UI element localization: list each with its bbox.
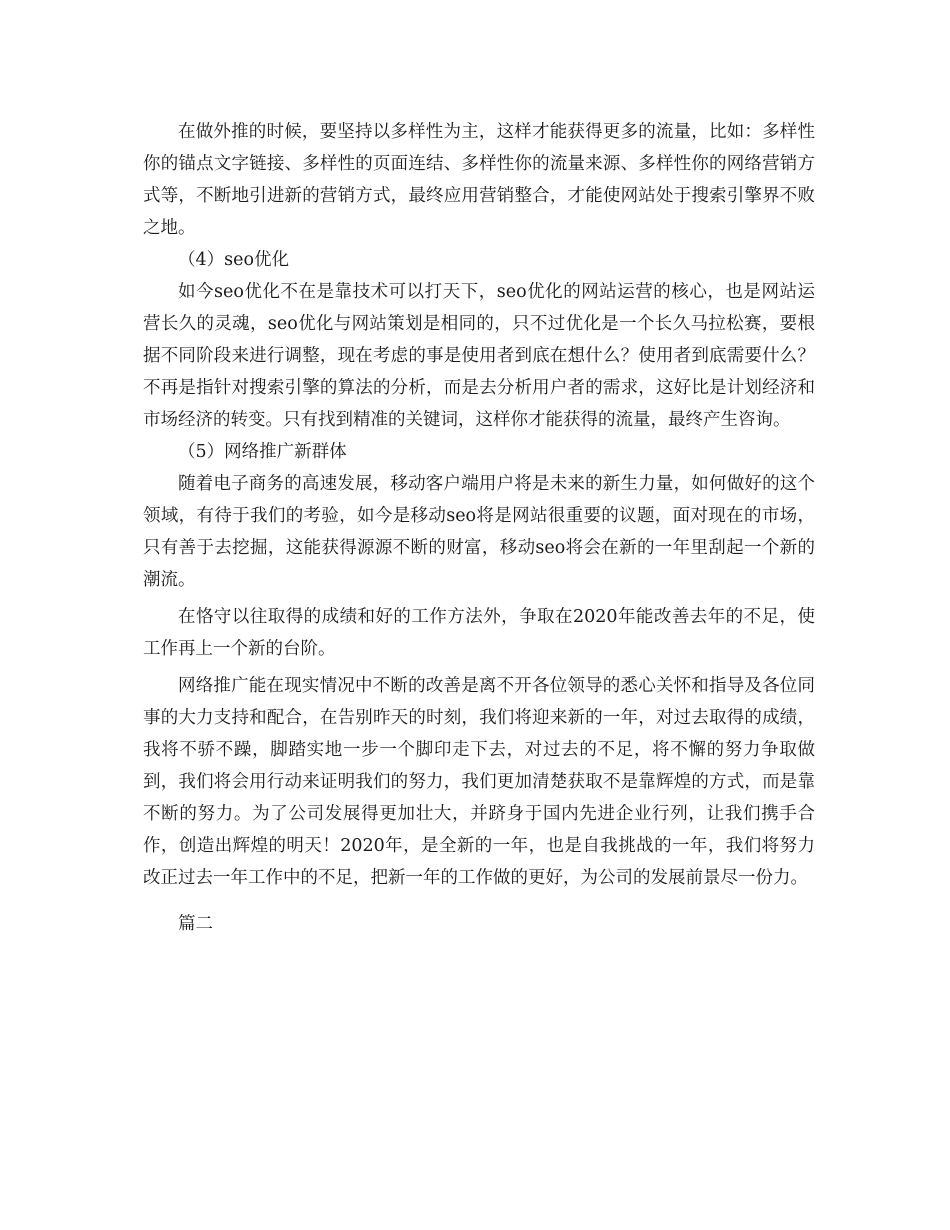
section-spacer	[143, 894, 815, 908]
paragraph-seo-optimization: 如今seo优化不在是靠技术可以打天下，seo优化的网站运营的核心，也是网站运营长久的灵魂，seo优化与网站策划是相同的，只不过优化是一个长久马拉松赛，要根据不同阶段来进行调整，现在考虑的事是使用者到底在想什么？使用者到底需要什么？不再是指针对搜索引擎的算法的分析，而是去分析用户者的需求，这好比是计划经济和市场经济的转变。只有找到精准的关键词，这样你才能获得的流量，最终产生咨询。	[143, 282, 815, 430]
heading-seo-optimization: （4）seo优化	[178, 250, 290, 270]
section-title-part-two: 篇二	[178, 914, 213, 934]
paragraph-outreach-diversity: 在做外推的时候，要坚持以多样性为主，这样才能获得更多的流量，比如：多样性你的锚点文字链接、多样性的页面连结、多样性你的流量来源、多样性你的网络营销方式等，不断地引进新的营销方式，最终应用营销整合，才能使网站处于搜索引擎界不败之地。	[143, 122, 815, 238]
paragraph-improve-2020: 在恪守以往取得的成绩和好的工作方法外，争取在2020年能改善去年的不足，使工作再上一个新的台阶。	[143, 607, 815, 659]
paragraph-team-support: 网络推广能在现实情况中不断的改善是离不开各位领导的悉心关怀和指导及各位同事的大力支持和配合，在告别昨天的时刻，我们将迎来新的一年，对过去取得的成绩，我将不骄不躁，脚踏实地一步一个脚印走下去，对过去的不足，将不懈的努力争取做到，我们将会用行动来证明我们的努力，我们更加清楚获取不是靠辉煌的方式，而是靠不断的努力。为了公司发展得更加壮大，并跻身于国内先进企业行列，让我们携手合作，创造出辉煌的明天！2020年，是全新的一年，也是自我挑战的一年，我们将努力改正过去一年工作中的不足，把新一年的工作做的更好，为公司的发展前景尽一份力。	[143, 676, 815, 888]
document-body	[143, 116, 815, 940]
paragraph-mobile-seo: 随着电子商务的高速发展，移动客户端用户将是未来的新生力量，如何做好的这个领域，有待于我们的考验，如今是移动seo将是网站很重要的议题，面对现在的市场，只有善于去挖掘，这能获得源源不断的财富，移动seo将会在新的一年里刮起一个新的潮流。	[143, 474, 815, 590]
heading-new-promotion-group: （5）网络推广新群体	[178, 442, 347, 462]
